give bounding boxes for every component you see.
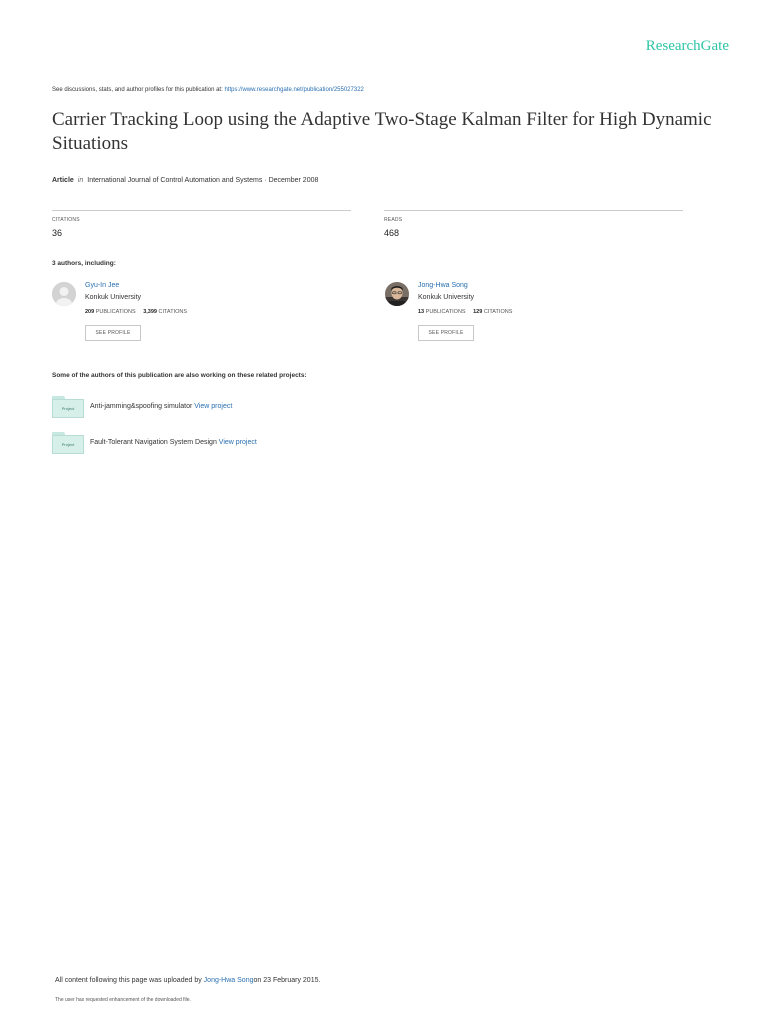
author-card [52,282,352,344]
discussion-text: See discussions, stats, and author profiles for this publication at: [52,87,223,93]
author-name-link[interactable]: Gyu-In Jee [85,282,120,289]
author-institution: Konkuk University [418,294,475,301]
author-publications-label: PUBLICATIONS [425,309,466,315]
reads-stat [384,210,683,238]
project-text [90,439,257,446]
project-item [52,396,452,418]
researchgate-logo[interactable]: ResearchGate [645,38,729,54]
author-stats [85,309,187,315]
author-publications-count: 209 [85,309,95,315]
authors-heading: 3 authors, including: [52,260,116,267]
author-publications-label: PUBLICATIONS [95,309,136,315]
author-photo-icon[interactable] [385,282,409,306]
article-in: in [77,177,84,184]
article-type: Article [52,177,74,184]
reads-value: 468 [384,228,400,238]
citations-label: CITATIONS [52,217,80,223]
avatar-placeholder-icon[interactable] [52,282,76,306]
author-institution: Konkuk University [85,294,142,301]
author-citations-count: 129 [473,309,483,315]
project-folder-icon [52,432,84,454]
view-project-link[interactable]: View project [218,439,257,446]
journal-name: International Journal of Control Automation and Systems · December 2008 [87,177,319,184]
enhancement-note: The user has requested enhancement of the downloaded file. [55,997,191,1003]
citations-value: 36 [52,228,63,238]
project-name: Anti-jamming&spoofing simulator [90,403,193,410]
see-profile-button[interactable]: SEE PROFILE [418,325,474,341]
author-citations-label: CITATIONS [158,309,188,315]
project-text [90,403,232,410]
author-citations-count: 3,399 [143,309,157,315]
publication-url-link[interactable]: https://www.researchgate.net/publication/255027322 [224,87,364,93]
view-project-link[interactable]: View project [194,403,233,410]
projects-heading: Some of the authors of this publication are also working on these related projects: [52,372,307,379]
reads-label: READS [384,217,403,223]
article-meta [52,177,318,184]
project-icon-label: Project [61,442,75,447]
author-name-link[interactable]: Jong-Hwa Song [418,282,468,289]
discussion-line [52,87,364,93]
project-icon-label: Project [61,406,75,411]
citations-stat [52,210,351,238]
upload-prefix: All content following this page was uploaded by [55,977,202,984]
author-publications-count: 13 [418,309,425,315]
project-item [52,432,452,454]
project-name: Fault-Tolerant Navigation System Design [90,439,217,446]
project-folder-icon [52,396,84,418]
see-profile-button[interactable]: SEE PROFILE [85,325,141,341]
upload-notice [55,977,320,984]
publication-title: Carrier Tracking Loop using the Adaptive Two-Stage Kalman Filter for High Dynamic Situations [52,109,712,154]
upload-date: on 23 February 2015. [253,977,321,984]
uploader-link[interactable]: Jong-Hwa Song [203,977,254,984]
author-citations-label: CITATIONS [483,309,513,315]
author-stats [418,309,512,315]
author-card [385,282,685,344]
